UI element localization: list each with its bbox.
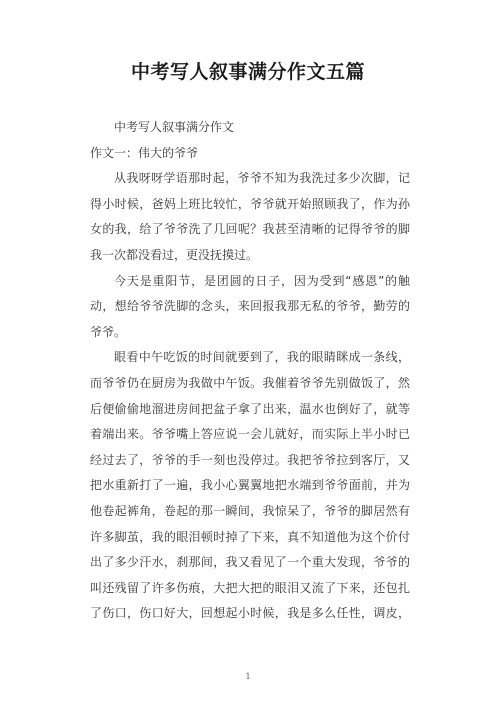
text-line: 女的我，给了爷爷洗了几回呢？我甚至清晰的记得爷爷的脚 xyxy=(90,222,410,237)
text-line: 爷爷。 xyxy=(90,324,127,339)
text-line: 而爷爷仍在厨房为我做中午饭。我催着爷爷先别做饭了，然 xyxy=(90,375,410,390)
text-line: 经过去了，爷爷的手一刻也没停过。我把爷爷拉到客厅，又 xyxy=(90,452,410,467)
text-line: 今天是重阳节，是团圆的日子，因为受到“感恩”的触 xyxy=(114,273,410,288)
text-line: 他卷起裤角，卷起的那一瞬间，我惊呆了，爷爷的脚居然有 xyxy=(90,503,410,518)
essay-heading: 作文一：伟大的爷爷 xyxy=(90,145,199,160)
text-line: 许多脚茧，我的眼泪顿时掉了下来，真不知道他为这个价付 xyxy=(90,529,410,544)
paragraph-lines xyxy=(90,166,410,627)
text-line: 着端出来。爷爷嘴上答应说一会儿就好，而实际上半小时已 xyxy=(90,427,410,442)
text-line: 叫还残留了许多伤痕，大把大把的眼泪又流了下来，还包扎 xyxy=(90,580,410,595)
subtitle-line: 中考写人叙事满分作文 xyxy=(114,120,235,134)
page-number: 1 xyxy=(245,672,251,681)
text-line: 从我呀呀学语那时起，爷爷不知为我洗过多少次脚，记 xyxy=(114,171,410,186)
text-line: 我一次都没看过，更没抚摸过。 xyxy=(90,247,259,262)
text-line: 得小时候，爸妈上班比较忙，爷爷就开始照顾我了，作为孙 xyxy=(90,196,410,211)
text-line: 把水重新打了一遍，我小心翼翼地把水端到爷爷面前，并为 xyxy=(90,478,410,493)
text-line: 出了多少汗水，刹那间，我又看见了一个重大发现，爷爷的 xyxy=(90,555,410,570)
text-line: 后便偷偷地溜进房间把盆子拿了出来，温水也倒好了，就等 xyxy=(90,401,410,416)
text-line: 了伤口，伤口好大，回想起小时候，我是多么任性，调皮， xyxy=(90,606,410,621)
text-line: 动，想给爷爷洗脚的念头，来回报我那无私的爷爷，勤劳的 xyxy=(90,299,410,314)
document-title: 中考写人叙事满分作文五篇 xyxy=(130,61,365,83)
document-body xyxy=(90,115,410,627)
text-line: 眼看中午吃饭的时间就要到了，我的眼睛眯成一条线， xyxy=(114,350,410,365)
